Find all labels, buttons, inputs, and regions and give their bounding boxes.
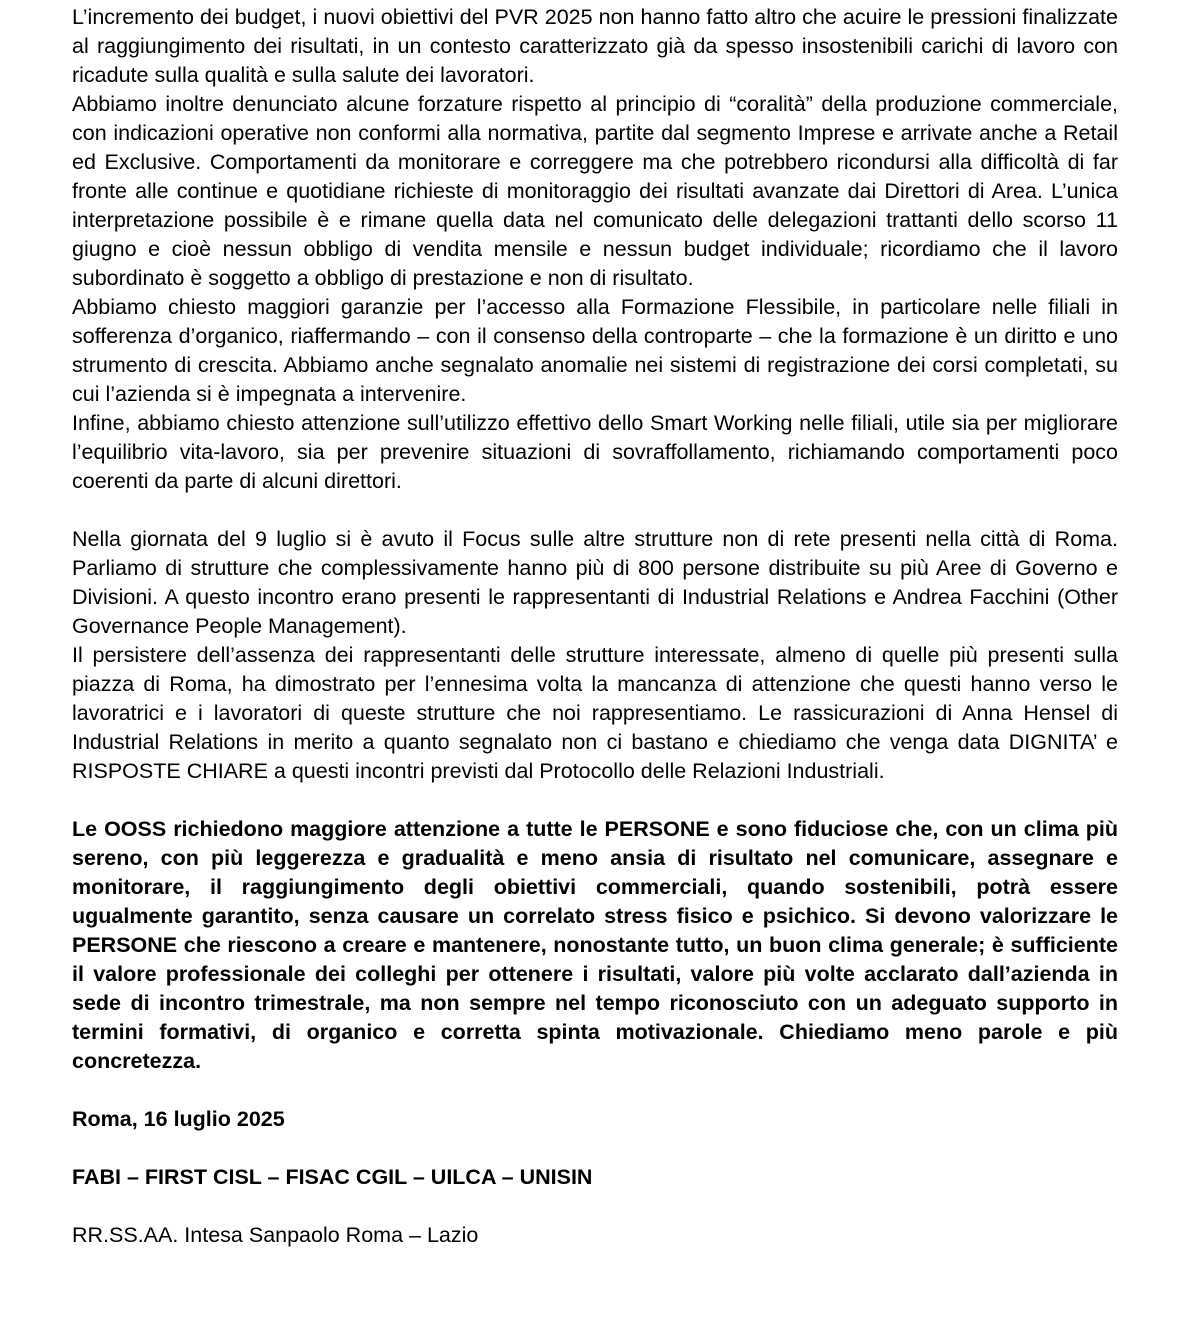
paragraph-focus-roma: Nella giornata del 9 luglio si è avuto il Focus sulle altre strutture non di rete presenti nella città di Roma. Parliamo di strutture che complessivamente hanno più di 800 persone distribuite su più Aree di Governo e Divisioni. A questo incontro erano presenti le rappresentanti di Industrial Relations e Andrea Facchini (Other Governance People Management). (72, 527, 1118, 638)
spacer (72, 1134, 1118, 1163)
paragraph-smart-working: Infine, abbiamo chiesto attenzione sull’utilizzo effettivo dello Smart Working nelle filiali, utile sia per migliorare l’equilibrio vita-lavoro, sia per prevenire situazioni di sovraffollamento, richiamando comportamenti poco coerenti da parte di alcuni direttori. (72, 411, 1118, 493)
place-date: Roma, 16 luglio 2025 (72, 1107, 285, 1131)
paragraph-formazione: Abbiamo chiesto maggiori garanzie per l’accesso alla Formazione Flessibile, in particolare nelle filiali in sofferenza d’organico, riaffermando – con il consenso della controparte – che la formazione è un diritto e uno strumento di crescita. Abbiamo anche segnalato anomalie nei sistemi di registrazione dei corsi completati, su cui l’azienda si è impegnata a intervenire. (72, 295, 1118, 406)
spacer (72, 1192, 1118, 1221)
spacer (72, 786, 1118, 815)
paragraph-coralita: Abbiamo inoltre denunciato alcune forzature rispetto al principio di “coralità” della produzione commerciale, con indicazioni operative non conformi alla normativa, partite dal segmento Imprese e arrivate anche a Retail ed Exclusive. Comportamenti da monitorare e correggere ma che potrebbero ricondursi alla difficoltà di far fronte alle continue e quotidiane richieste di monitoraggio dei risultati avanzate dai Direttori di Area. L’unica interpretazione possibile è e rimane quella data nel comunicato delle delegazioni trattanti dello scorso 11 giugno e cioè nessun obbligo di vendita mensile e nessun budget individuale; ricordiamo che il lavoro subordinato è soggetto a obbligo di prestazione e non di risultato. (72, 92, 1118, 290)
document-page (72, 3, 1118, 1250)
paragraph-closing-statement: Le OOSS richiedono maggiore attenzione a tutte le PERSONE e sono fiduciose che, con un clima più sereno, con più leggerezza e gradualità e meno ansia di risultato nel comunicare, assegnare e monitorare, il raggiungimento degli obiettivi commerciali, quando sostenibili, potrà essere ugualmente garantito, senza causare un correlato stress fisico e psichico. Si devono valorizzare le PERSONE che riescono a creare e mantenere, nonostante tutto, un buon clima generale; è sufficiente il valore professionale dei colleghi per ottenere i risultati, valore più volte acclarato dall’azienda in sede di incontro trimestrale, ma non sempre nel tempo riconosciuto con un adeguato supporto in termini formativi, di organico e corretta spinta motivazionale. Chiediamo meno parole e più concretezza. (72, 817, 1118, 1073)
spacer (72, 496, 1118, 525)
spacer (72, 1076, 1118, 1105)
paragraph-budget-pressure: L’incremento dei budget, i nuovi obiettivi del PVR 2025 non hanno fatto altro che acuire le pressioni finalizzate al raggiungimento dei risultati, in un contesto caratterizzato già da spesso insostenibili carichi di lavoro con ricadute sulla qualità e sulla salute dei lavoratori. (72, 5, 1118, 87)
paragraph-assenza-rappresentanti: Il persistere dell’assenza dei rappresentanti delle strutture interessate, almeno di quelle più presenti sulla piazza di Roma, ha dimostrato per l’ennesima volta la mancanza di attenzione che questi hanno verso le lavoratrici e i lavoratori di queste strutture che noi rappresentiamo. Le rassicurazioni di Anna Hensel di Industrial Relations in merito a quanto segnalato non ci bastano e chiediamo che venga data DIGNITA’ e RISPOSTE CHIARE a questi incontri previsti dal Protocollo delle Relazioni Industriali. (72, 643, 1118, 783)
footer-line: RR.SS.AA. Intesa Sanpaolo Roma – Lazio (72, 1223, 479, 1247)
signatories: FABI – FIRST CISL – FISAC CGIL – UILCA – UNISIN (72, 1165, 593, 1189)
